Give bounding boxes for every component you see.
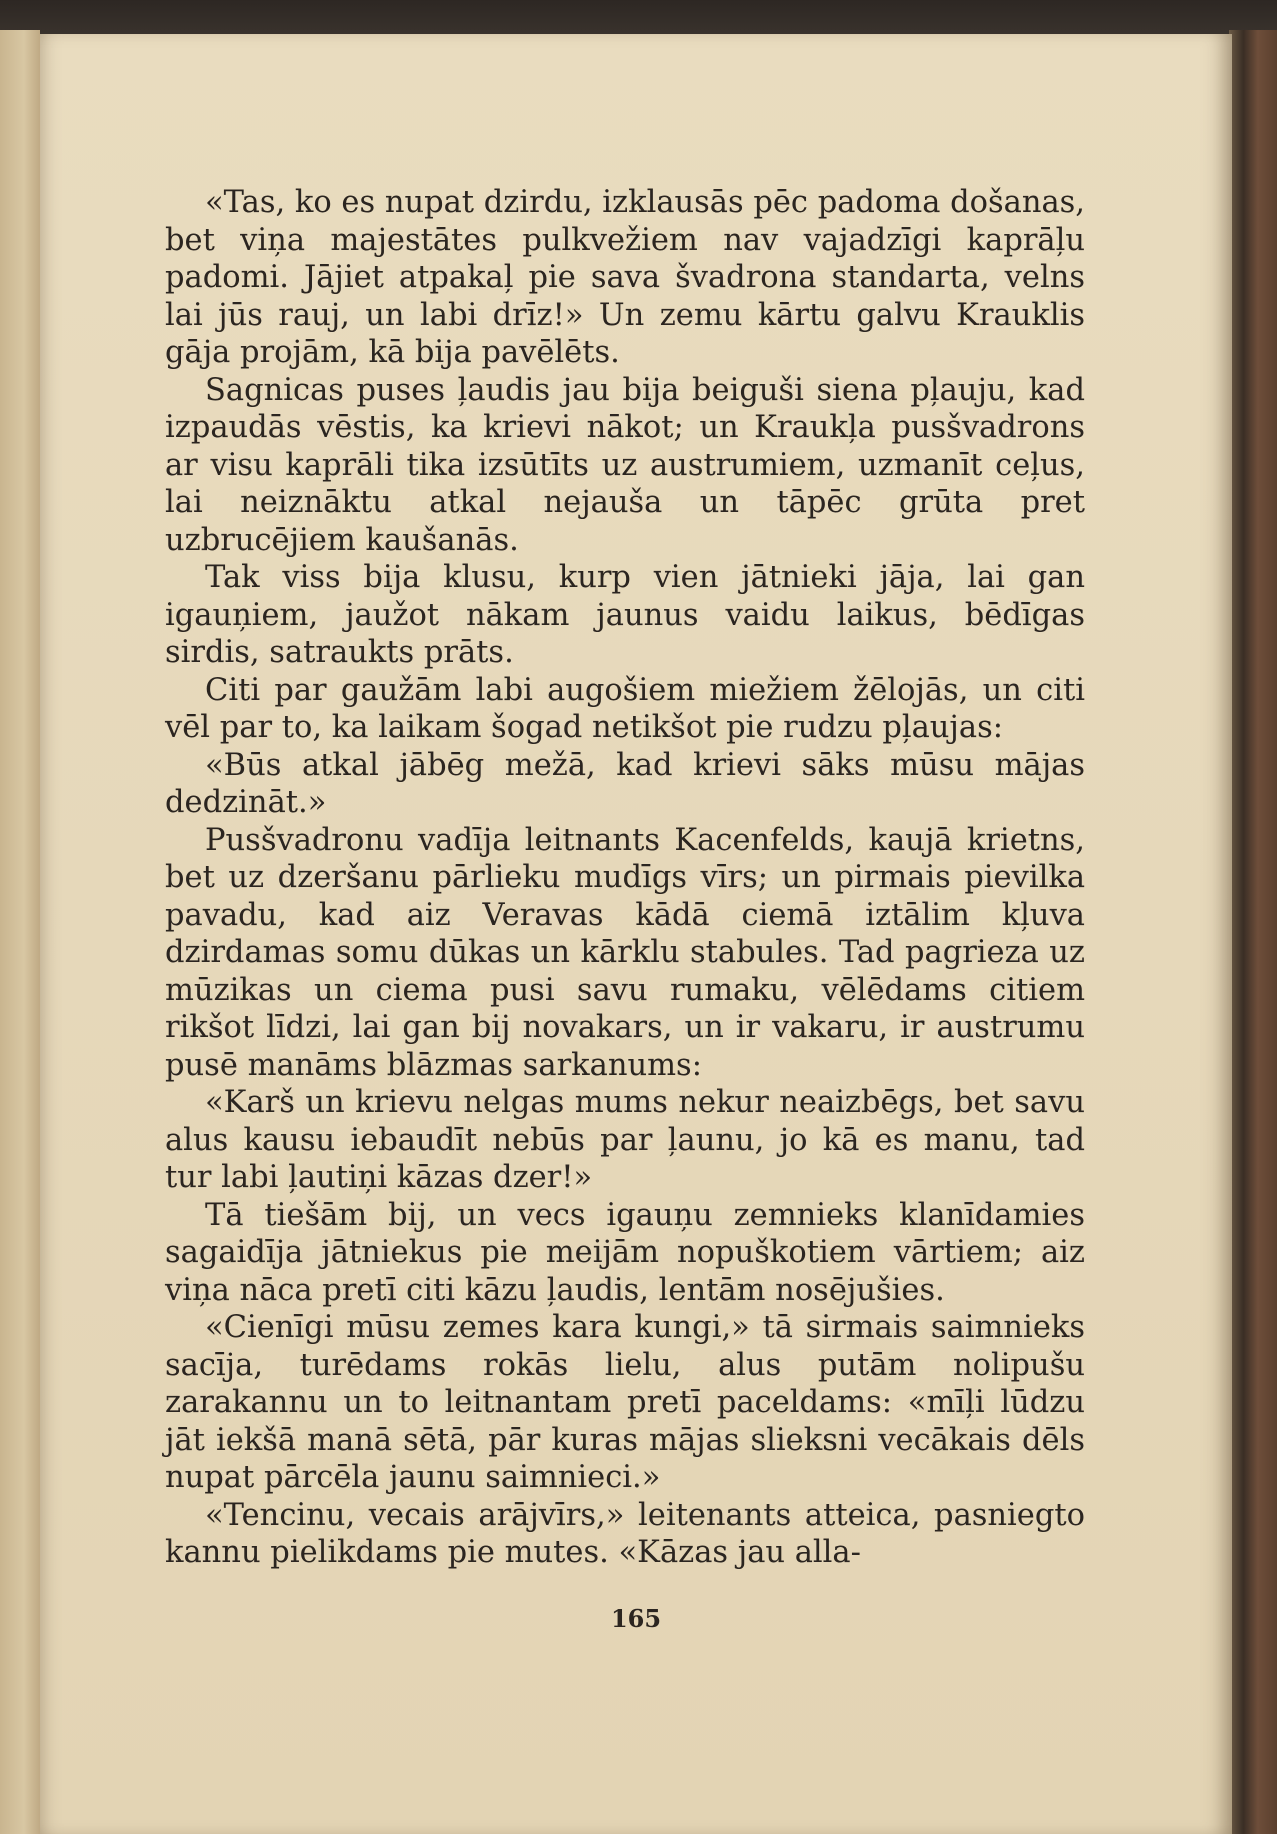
paragraph: «Tencinu, vecais arājvīrs,» leitenants atteica, pasniegto kannu pielikdams pie mutes. «Kāzas jau alla- — [165, 1497, 1085, 1570]
paragraph: Sagnicas puses ļaudis jau bija beiguši siena pļauju, kad izpaudās vēstis, ka krievi nākot; un Kraukļa pusšvadrons ar visu kaprāli tika izsūtīts uz austrumiem, uzmanīt ceļus, lai neiznāktu atkal nejauša un tāpēc grūta pret uzbrucējiem kaušanās. — [165, 372, 1085, 558]
body-text — [165, 184, 1085, 1572]
book-page — [40, 34, 1232, 1834]
previous-page-edge — [0, 30, 40, 1834]
page-number: 165 — [610, 1604, 662, 1633]
paragraph: Tak viss bija klusu, kurp vien jātnieki jāja, lai gan igauņiem, jaužot nākam jaunus vaidu laikus, bēdīgas sirdis, satraukts prāts. — [165, 560, 1085, 670]
paragraph: «Tas, ko es nupat dzirdu, izklausās pēc padoma došanas, bet viņa majestātes pulkvežiem nav vajadzīgi kaprāļu padomi. Jājiet atpakaļ pie sava švadrona standarta, velns lai jūs rauj, un labi drīz!» Un zemu kārtu galvu Krauklis gāja projām, kā bija pavēlēts. — [165, 185, 1085, 370]
paragraph: «Būs atkal jābēg mežā, kad krievi sāks mūsu mājas dedzināt.» — [165, 747, 1085, 820]
paragraph: Pusšvadronu vadīja leitnants Kacenfelds, kaujā krietns, bet uz dzeršanu pārlieku mudīgs vīrs; un pirmais pievilka pavadu, kad aiz Veravas kādā ciemā iztālim kļuva dzirdamas somu dūkas un kārklu stabules. Tad pagrieza uz mūzikas un ciema pusi savu rumaku, vēlēdams citiem rikšot līdzi, lai gan bij novakars, un ir vakaru, ir austrumu pusē manāms blāzmas sarkanums: — [165, 822, 1085, 1083]
paragraph: Citi par gaužām labi augošiem miežiem žēlojās, un citi vēl par to, ka laikam šogad netikšot pie rudzu pļaujas: — [165, 672, 1085, 745]
paragraph: «Karš un krievu nelgas mums nekur neaizbēgs, bet savu alus kausu iebaudīt nebūs par ļaunu, jo kā es manu, tad tur labi ļautiņi kāzas dzer!» — [165, 1085, 1085, 1195]
paragraph: «Cienīgi mūsu zemes kara kungi,» tā sirmais saimnieks sacīja, turēdams rokās lielu, alus putām nolipušu zarakannu un to leitnantam pretī paceldams: «mīļi lūdzu jāt iekšā manā sētā, pār kuras mājas slieksni vecākais dēls nupat pārcēla jaunu saimnieci.» — [165, 1310, 1085, 1495]
paragraph: Tā tiešām bij, un vecs igauņu zemnieks klanīdamies sagaidīja jātniekus pie meijām nopuškotiem vārtiem; aiz viņa nāca pretī citi kāzu ļaudis, lentām nosējušies. — [165, 1197, 1085, 1308]
book-cover-edge — [1229, 30, 1277, 1834]
